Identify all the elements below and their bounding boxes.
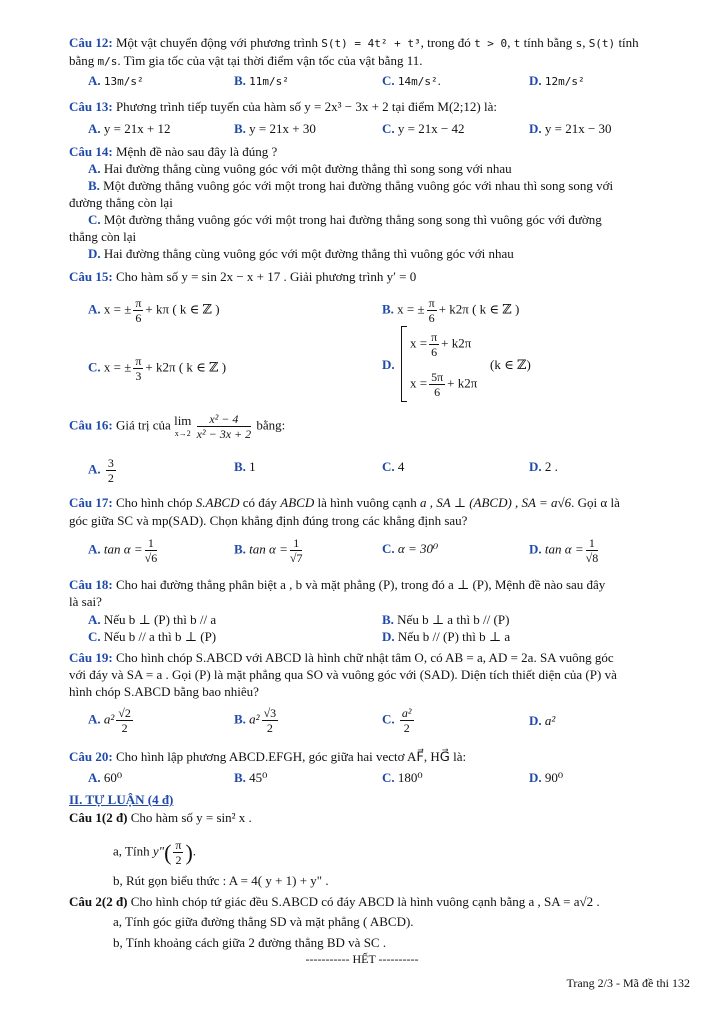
q14-option-a: A. Hai đường thẳng cùng vuông góc với một đường thẳng thì song song với nhau — [88, 161, 512, 176]
essay-q2-b: b, Tính khoảng cách giữa 2 đường thẳng BD và SC . — [113, 935, 387, 950]
end-marker: ----------- HẾT ---------- — [305, 952, 419, 966]
q16-option-a: A. $\frac{3}{2}$ — [88, 456, 114, 485]
q17-option-c: C. α = 30⁰ — [382, 541, 439, 556]
q15-option-b: B. x = ± $\frac{\pi}{6}$ + k2π ( k ∈ ℤ ) — [382, 296, 520, 325]
q13-option-a: A. y = 21x + 12 — [88, 121, 171, 136]
q14-option-d: D. Hai đường thẳng cùng vuông góc với một đường thẳng thì vuông góc với nhau — [88, 246, 514, 261]
essay-q2: Câu 2(2 đ) Cho hình chóp tứ giác đều S.ABCD có đáy ABCD là hình vuông cạnh bằng a , SA = a√2 . — [69, 894, 600, 909]
q15-option-d-line2: x = $\frac{5\pi}{6}$ + k2π — [410, 370, 478, 399]
q12-option-a: A. 13m/s² — [88, 73, 144, 88]
section-essay-title: II. TỰ LUẬN (4 đ) — [69, 792, 174, 807]
page-footer: Trang 2/3 - Mã đề thi 132 — [566, 976, 690, 990]
q17-line2: góc giữa SC và mp(SAD). Chọn khẳng định đúng trong các khẳng định sau? — [69, 513, 468, 528]
q17-option-a: A. tan α = $\frac{1}{√6}$ — [88, 536, 158, 565]
q19-line1: Câu 19: Cho hình chóp S.ABCD với ABCD là hình chữ nhật tâm O, có AB = a, AD = 2a. SA vuông góc — [69, 650, 614, 665]
q16-option-b: B. 1 — [234, 459, 256, 474]
q16-option-c: C. 4 — [382, 459, 405, 474]
q20-option-c: C. 180⁰ — [382, 770, 423, 785]
q12-line2: bằng m/s. Tìm gia tốc của vật tại thời điểm vận tốc của vật bằng 11. — [69, 53, 423, 68]
q15-option-c: C. x = ± $\frac{\pi}{3}$ + k2π ( k ∈ ℤ ) — [88, 354, 227, 383]
q14-option-c-cont: thẳng còn lại — [69, 229, 137, 244]
q19-line3: hình chóp S.ABCD bằng bao nhiêu? — [69, 684, 259, 699]
q18-option-c: C. Nếu b // a thì b ⊥ (P) — [88, 629, 217, 644]
q15-option-d-cond: (k ∈ ℤ) — [490, 357, 531, 372]
q18-option-d: D. Nếu b // (P) thì b ⊥ a — [382, 629, 511, 644]
q17-option-b: B. tan α = $\frac{1}{√7}$ — [234, 536, 303, 565]
q12-line1: Câu 12: Một vật chuyển động với phương trình S(t) = 4t² + t³, trong đó t > 0, t tính bằng s, S(t) tính — [69, 35, 639, 50]
q14-option-b: B. Một đường thẳng vuông góc với một trong hai đường thẳng vuông góc với nhau thì song song với — [88, 178, 614, 193]
q15-question: Câu 15: Cho hàm số y = sin 2x − x + 17 . Giải phương trình y′ = 0 — [69, 269, 417, 284]
essay-q1-a: a, Tính y"( $\frac{\pi}{2}$ ). — [113, 838, 197, 867]
q12-option-d: D. 12m/s² — [529, 73, 585, 88]
q20-option-a: A. 60⁰ — [88, 770, 123, 785]
q19-option-d: D. a² — [529, 713, 556, 728]
q19-option-c: C. $\frac{\text{a²}}{2}$ — [382, 706, 412, 735]
q13-option-d: D. y = 21x − 30 — [529, 121, 612, 136]
q15-option-a: A. x = ± $\frac{\pi}{6}$ + kπ ( k ∈ ℤ ) — [88, 296, 220, 325]
q20-option-b: B. 45⁰ — [234, 770, 268, 785]
q16-question: Câu 16: Giá trị của lim x→2 $\frac{\text{x² − 4}}{\text{x² − 3x + 2}}$ bằng: — [69, 412, 286, 441]
q16-option-d: D. 2 . — [529, 459, 558, 474]
q18-option-b: B. Nếu b ⊥ a thì b // (P) — [382, 612, 510, 627]
q19-option-b: B. a² $\frac{√3}{2}$ — [234, 706, 277, 735]
q18-line1: Câu 18: Cho hai đường thẳng phân biệt a , b và mặt phẳng (P), trong đó a ⊥ (P), Mệnh đề nào sau đây — [69, 577, 606, 592]
q19-option-a: A. a² $\frac{√2}{2}$ — [88, 706, 131, 735]
q13-option-c: C. y = 21x − 42 — [382, 121, 465, 136]
q12-option-c: C. 14m/s². — [382, 73, 441, 88]
q13-option-b: B. y = 21x + 30 — [234, 121, 316, 136]
essay-q2-a: a, Tính góc giữa đường thẳng SD và mặt phẳng ( ABCD). — [113, 914, 414, 929]
q15-bracket — [401, 326, 407, 402]
q20-option-d: D. 90⁰ — [529, 770, 564, 785]
q12-option-b: B. 11m/s² — [234, 73, 289, 88]
q19-line2: với đáy và SA = a . Gọi (P) là mặt phẳng qua SO và vuông góc với (SAD). Diện tích thiết diện của (P) và — [69, 667, 617, 682]
q20-question: Câu 20: Cho hình lập phương ABCD.EFGH, góc giữa hai vectơ AF⃗, HG⃗ là: — [69, 749, 467, 764]
q13-question: Câu 13: Phương trình tiếp tuyến của hàm số y = 2x³ − 3x + 2 tại điểm M(2;12) là: — [69, 99, 497, 114]
essay-q1-b: b, Rút gọn biểu thức : A = 4( y + 1) + y" . — [113, 873, 329, 888]
q18-option-a: A. Nếu b ⊥ (P) thì b // a — [88, 612, 217, 627]
essay-q1: Câu 1(2 đ) Cho hàm số y = sin² x . — [69, 810, 252, 825]
q14-option-b-cont: đường thẳng còn lại — [69, 195, 173, 210]
q17-line1: Câu 17: Cho hình chóp S.ABCD có đáy ABCD là hình vuông cạnh a , SA ⊥ (ABCD) , SA = a√6. Gọi α là — [69, 495, 620, 510]
q12-label: Câu 12: — [69, 35, 113, 50]
q18-line2: là sai? — [69, 594, 102, 609]
q15-option-d-letter: D. — [382, 357, 395, 372]
q17-option-d: D. tan α = $\frac{1}{√8}$ — [529, 536, 599, 565]
q15-option-d-line1: x = $\frac{\pi}{6}$ + k2π — [410, 330, 472, 359]
q14-option-c: C. Một đường thẳng vuông góc với một trong hai đường thẳng song song thì vuông góc với đường — [88, 212, 602, 227]
q14-question: Câu 14: Mệnh đề nào sau đây là đúng ? — [69, 144, 278, 159]
